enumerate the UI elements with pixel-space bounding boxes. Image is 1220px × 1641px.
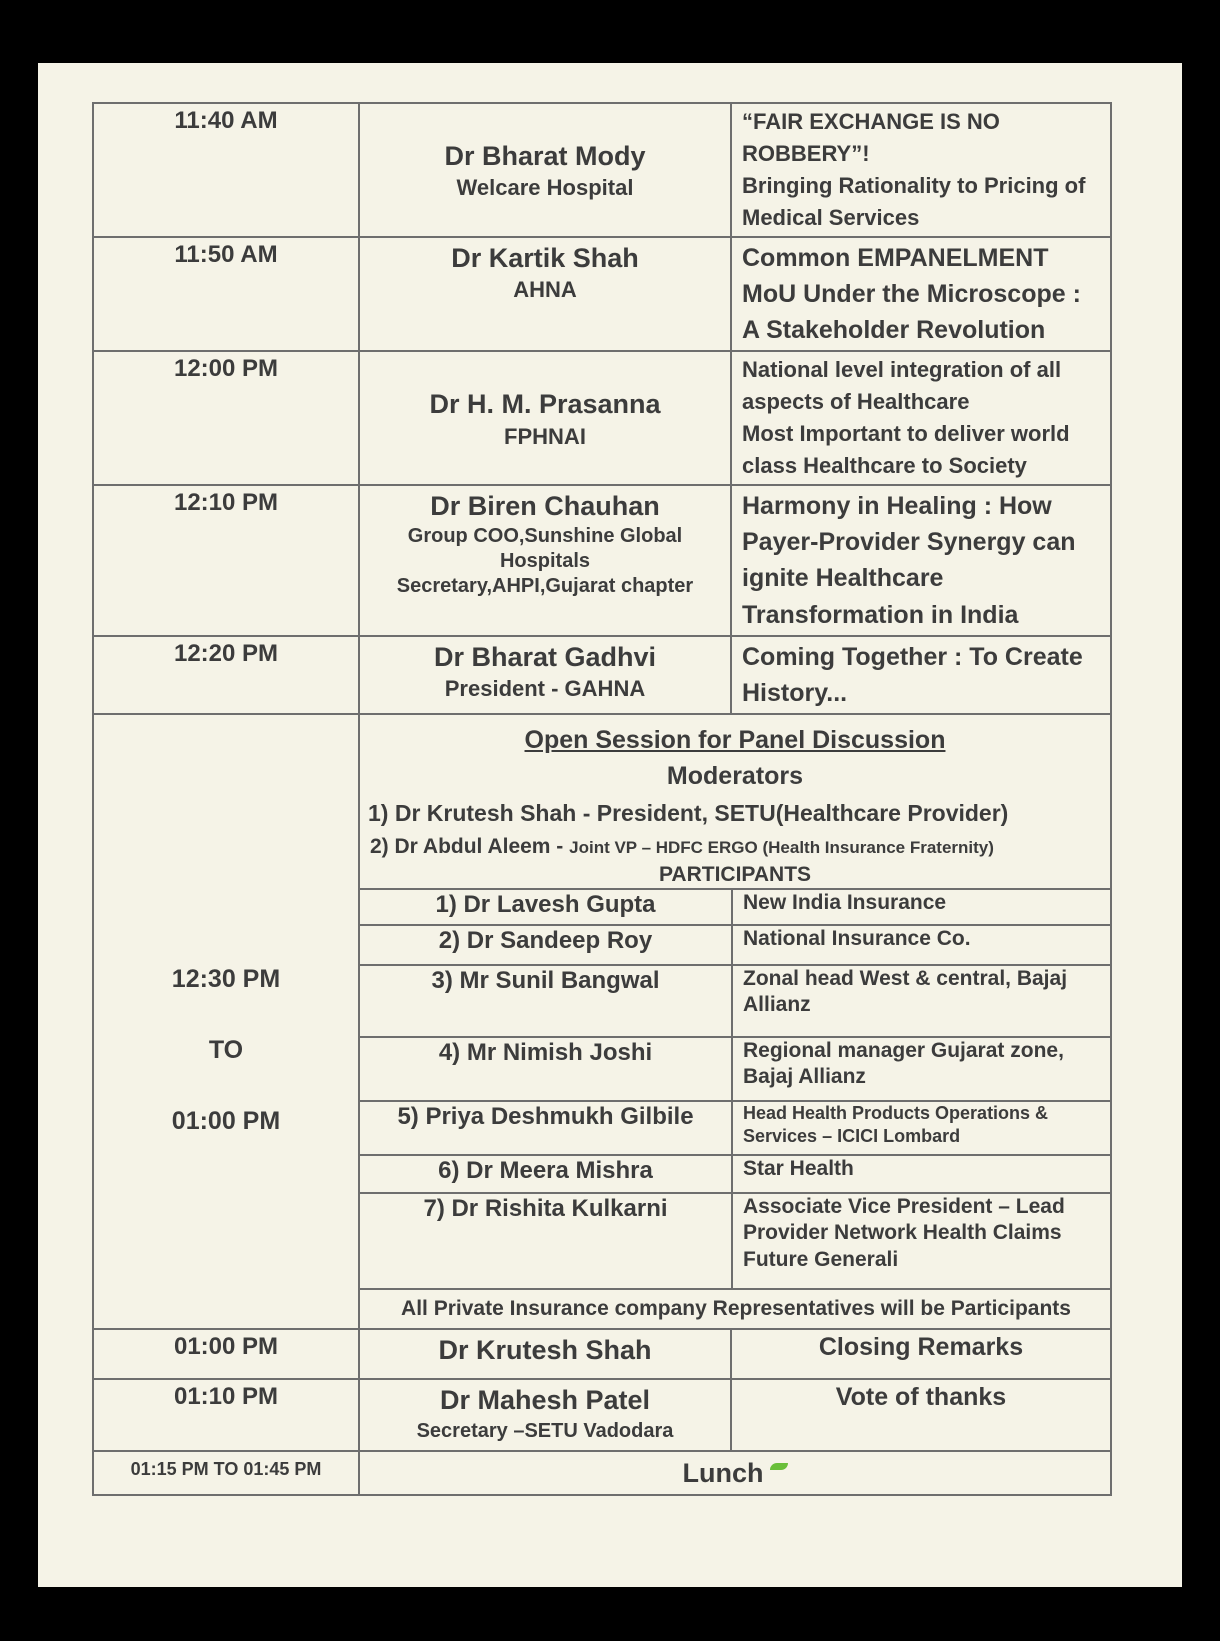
panel-cell — [359, 714, 1111, 1329]
footnote-row — [360, 1289, 1112, 1328]
panel-footnote: All Private Insurance company Representatives will be Participants — [360, 1289, 1112, 1328]
topic-cell — [731, 636, 1111, 715]
participant-name: 6) Dr Meera Mishra — [360, 1155, 732, 1193]
participant-row — [360, 925, 1112, 965]
speaker-name: Dr Krutesh Shah — [438, 1335, 652, 1366]
participant-org: National Insurance Co. — [732, 925, 1112, 965]
topic-line: National level integration of all aspects of Healthcare — [742, 357, 1062, 415]
speaker-cell — [359, 103, 731, 237]
participant-row — [360, 1193, 1112, 1289]
topic-cell — [731, 351, 1111, 485]
participant-org: Zonal head West & central, Bajaj Allianz — [732, 965, 1112, 1037]
participant-name: 3) Mr Sunil Bangwal — [360, 965, 732, 1037]
speaker-cell — [359, 1329, 731, 1379]
speaker-name: Dr Bharat Mody — [444, 140, 646, 171]
speaker-name: Dr Biren Chauhan — [430, 490, 660, 521]
participant-row — [360, 1155, 1112, 1193]
topic-line: “FAIR EXCHANGE IS NO ROBBERY”! — [742, 109, 1000, 166]
participant-name: 7) Dr Rishita Kulkarni — [360, 1193, 732, 1289]
participants-label: PARTICIPANTS — [658, 862, 812, 886]
agenda-table — [92, 102, 1112, 1496]
moderator-2-name: 2) Dr Abdul Aleem - — [370, 834, 570, 858]
panel-time-end: 01:00 PM — [171, 1107, 281, 1136]
speaker-cell — [359, 1379, 731, 1451]
panel-row — [93, 714, 1111, 1329]
table-row — [93, 103, 1111, 237]
table-row — [93, 351, 1111, 485]
speaker-name: Dr Kartik Shah — [451, 242, 639, 273]
speaker-org: Group COO,Sunshine Global Hospitals — [407, 525, 683, 573]
time-cell: 01:10 PM — [93, 1379, 359, 1451]
participant-org: Associate Vice President – Lead Provider Network Health Claims Future Generali — [732, 1193, 1112, 1289]
participant-name: 5) Priya Deshmukh Gilbile — [360, 1101, 732, 1155]
topic-cell: Vote of thanks — [731, 1379, 1111, 1451]
panel-header — [360, 715, 1110, 888]
panel-time-start: 12:30 PM — [171, 965, 281, 994]
speaker-cell — [359, 636, 731, 715]
time-cell: 12:00 PM — [93, 351, 359, 485]
table-row — [93, 237, 1111, 352]
topic-line: Harmony in Healing : How Payer-Provider Synergy can ignite Healthcare Transformation in India — [742, 491, 1076, 629]
topic-line: Bringing Rationality to Pricing of Medical Services — [742, 172, 1086, 230]
time-cell: 12:20 PM — [93, 636, 359, 715]
topic-cell: Closing Remarks — [731, 1329, 1111, 1379]
topic-line: Common EMPANELMENT MoU Under the Microscope : A Stakeholder Revolution — [742, 243, 1081, 345]
time-cell: 12:10 PM — [93, 485, 359, 636]
speaker-org: AHNA — [513, 277, 577, 302]
speaker-name: Dr Bharat Gadhvi — [433, 641, 657, 672]
time-cell: 01:00 PM — [93, 1329, 359, 1379]
topic-line: Coming Together : To Create History... — [742, 642, 1083, 708]
participant-name: 4) Mr Nimish Joshi — [360, 1037, 732, 1101]
speaker-cell — [359, 351, 731, 485]
participant-row — [360, 1101, 1112, 1155]
lunch-label: Lunch — [682, 1457, 764, 1488]
table-row — [93, 636, 1111, 715]
participant-name: 2) Dr Sandeep Roy — [360, 925, 732, 965]
panel-time-cell — [93, 714, 359, 1329]
table-row — [93, 485, 1111, 636]
participant-org: Regional manager Gujarat zone, Bajaj Allianz — [732, 1037, 1112, 1101]
lunch-time: 01:15 PM TO 01:45 PM — [93, 1451, 359, 1495]
speaker-cell — [359, 485, 731, 636]
topic-cell — [731, 485, 1111, 636]
participant-name: 1) Dr Lavesh Gupta — [360, 889, 732, 925]
speaker-org: President - GAHNA — [444, 676, 646, 702]
participant-row — [360, 889, 1112, 925]
participant-row — [360, 1037, 1112, 1101]
participant-org: Head Health Products Operations & Services – ICICI Lombard — [732, 1101, 1112, 1155]
table-row — [93, 1329, 1111, 1379]
time-cell: 11:40 AM — [93, 103, 359, 237]
moderator-2-role: Joint VP – HDFC ERGO (Health Insurance Fraternity) — [569, 837, 994, 857]
moderator-1: 1) Dr Krutesh Shah - President, SETU(Healthcare Provider) — [368, 799, 1009, 826]
time-cell: 11:50 AM — [93, 237, 359, 352]
table-row — [93, 1379, 1111, 1451]
topic-cell — [731, 237, 1111, 352]
speaker-name: Dr Mahesh Patel — [439, 1385, 651, 1416]
speaker-cell — [359, 237, 731, 352]
moderator-2 — [360, 832, 1110, 861]
topic-cell — [731, 103, 1111, 237]
panel-title: Open Session for Panel Discussion — [524, 726, 946, 755]
participant-org: Star Health — [732, 1155, 1112, 1193]
speaker-org: Secretary,AHPI,Gujarat chapter — [396, 575, 694, 598]
speaker-org: Secretary –SETU Vadodara — [416, 1419, 674, 1442]
speaker-org: Welcare Hospital — [456, 175, 634, 201]
moderators-label: Moderators — [666, 762, 804, 791]
speaker-org: FPHNAI — [504, 423, 586, 449]
participant-org: New India Insurance — [732, 889, 1112, 925]
speaker-name: Dr H. M. Prasanna — [429, 389, 661, 420]
lunch-row — [93, 1451, 1111, 1495]
participants-table — [360, 888, 1112, 1328]
panel-time-to: TO — [208, 1036, 244, 1065]
topic-line: Most Important to deliver world class Healthcare to Society — [742, 421, 1070, 478]
participant-row — [360, 965, 1112, 1037]
lunch-cell — [359, 1451, 1111, 1495]
leaf-icon — [770, 1463, 788, 1470]
